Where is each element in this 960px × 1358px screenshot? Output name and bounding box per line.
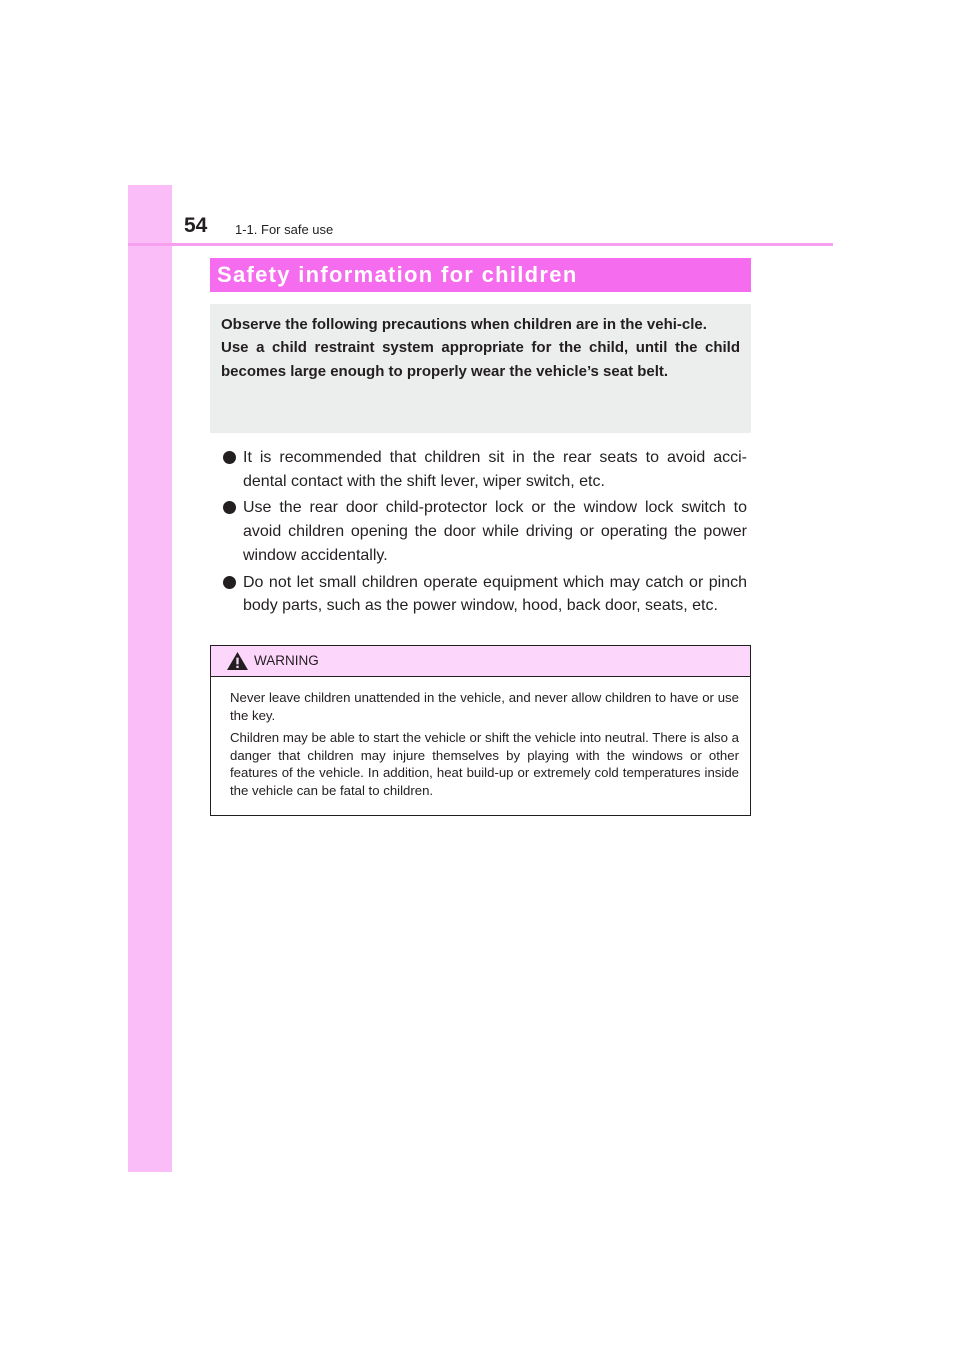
list-item bbox=[210, 496, 747, 567]
list-item bbox=[210, 446, 747, 493]
section-title-bar bbox=[210, 258, 751, 292]
section-title: Safety information for children bbox=[217, 262, 578, 287]
bullet-icon bbox=[223, 501, 236, 514]
intro-box bbox=[210, 304, 751, 433]
warning-label: WARNING bbox=[254, 653, 319, 668]
warning-body bbox=[211, 677, 750, 800]
list-item bbox=[210, 571, 747, 618]
warning-triangle-icon bbox=[226, 651, 249, 671]
warning-paragraph: Children may be able to start the vehicle or shift the vehicle into neutral. There is also a danger that children may injure themselves by playing with the windows or other features of the vehicle. In addition, heat build-up or extremely cold temperatures inside the vehicle can be fatal to children. bbox=[230, 730, 739, 798]
warning-header bbox=[211, 646, 750, 677]
chapter-side-strip bbox=[128, 185, 172, 1172]
bullet-list bbox=[210, 446, 747, 621]
page-number: 54 bbox=[184, 214, 208, 237]
warning-box bbox=[210, 645, 751, 816]
bullet-icon bbox=[223, 451, 236, 464]
intro-paragraph: Observe the following precautions when children are in the vehi-cle. bbox=[221, 316, 707, 333]
list-item-text: It is recommended that children sit in the rear seats to avoid acci-dental contact with the shift lever, wiper switch, etc. bbox=[243, 449, 747, 490]
bullet-icon bbox=[223, 576, 236, 589]
list-item-text: Do not let small children operate equipment which may catch or pinch body parts, such as the power window, hood, back door, seats, etc. bbox=[243, 573, 747, 615]
intro-paragraph: Use a child restraint system appropriate for the child, until the child becomes large enough to properly wear the vehicle’s seat belt. bbox=[221, 339, 740, 380]
warning-paragraph: Never leave children unattended in the vehicle, and never allow children to have or use the key. bbox=[230, 690, 739, 723]
section-label: 1-1. For safe use bbox=[235, 222, 334, 237]
list-item-text: Use the rear door child-protector lock or the window lock switch to avoid children opening the door while driving or operating the power window accidentally. bbox=[243, 499, 747, 564]
header-rule bbox=[128, 243, 833, 246]
